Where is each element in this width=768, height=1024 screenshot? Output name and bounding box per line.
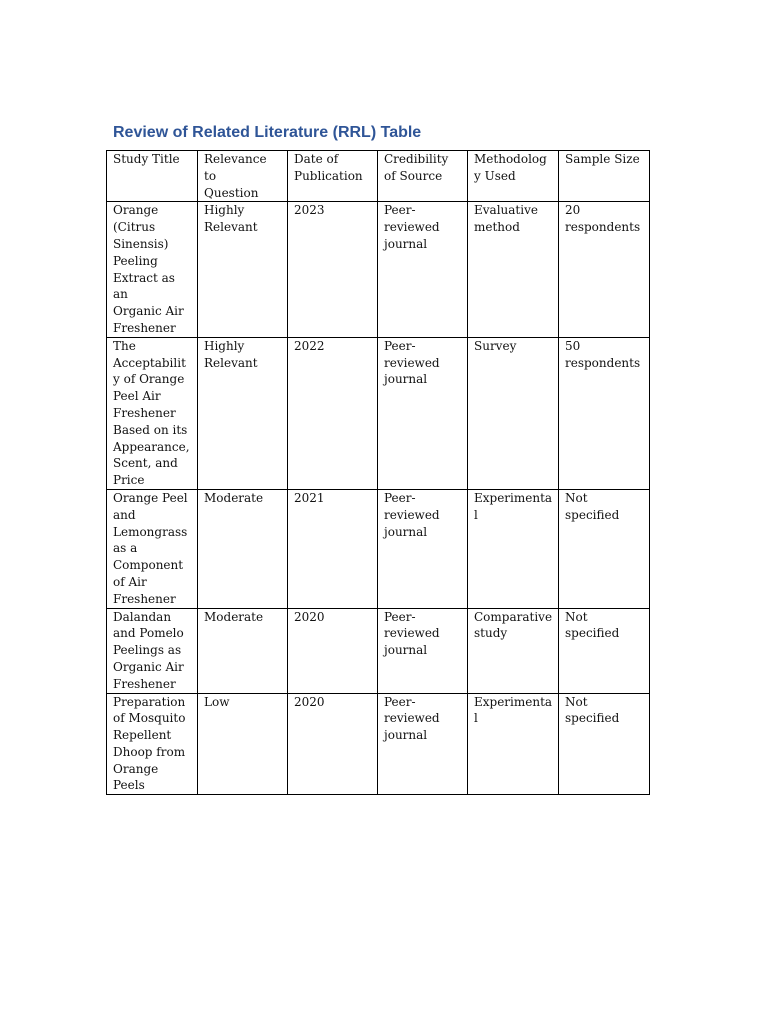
cell-sample-size: 50 respondents <box>559 337 650 489</box>
table-row <box>107 337 650 489</box>
table-header-row <box>107 151 650 202</box>
cell-date: 2020 <box>288 608 378 693</box>
cell-relevance: Highly Relevant <box>198 202 288 337</box>
cell-study-title: The Acceptabilit y of Orange Peel Air Freshener Based on its Appearance, Scent, and Price <box>107 337 198 489</box>
cell-credibility: Peer- reviewed journal <box>378 202 468 337</box>
cell-relevance: Moderate <box>198 608 288 693</box>
cell-credibility: Peer- reviewed journal <box>378 489 468 608</box>
column-header-credibility: Credibility of Source <box>378 151 468 202</box>
cell-relevance: Low <box>198 693 288 795</box>
cell-credibility: Peer- reviewed journal <box>378 608 468 693</box>
cell-study-title: Orange (Citrus Sinensis) Peeling Extract as an Organic Air Freshener <box>107 202 198 337</box>
cell-methodology: Evaluative method <box>468 202 559 337</box>
page-title: Review of Related Literature (RRL) Table <box>113 124 422 141</box>
column-header-methodology: Methodolog y Used <box>468 151 559 202</box>
cell-study-title: Preparation of Mosquito Repellent Dhoop from Orange Peels <box>107 693 198 795</box>
cell-sample-size: Not specified <box>559 608 650 693</box>
cell-date: 2021 <box>288 489 378 608</box>
cell-methodology: Comparative study <box>468 608 559 693</box>
column-header-date: Date of Publication <box>288 151 378 202</box>
cell-methodology: Experimenta l <box>468 693 559 795</box>
cell-credibility: Peer- reviewed journal <box>378 337 468 489</box>
cell-credibility: Peer- reviewed journal <box>378 693 468 795</box>
cell-relevance: Moderate <box>198 489 288 608</box>
cell-study-title: Dalandan and Pomelo Peelings as Organic Air Freshener <box>107 608 198 693</box>
cell-sample-size: Not specified <box>559 693 650 795</box>
column-header-relevance: Relevance to Question <box>198 151 288 202</box>
cell-date: 2020 <box>288 693 378 795</box>
cell-methodology: Survey <box>468 337 559 489</box>
cell-sample-size: Not specified <box>559 489 650 608</box>
table-row <box>107 489 650 608</box>
cell-methodology: Experimenta l <box>468 489 559 608</box>
table-row <box>107 202 650 337</box>
cell-sample-size: 20 respondents <box>559 202 650 337</box>
column-header-sample-size: Sample Size <box>559 151 650 202</box>
column-header-study-title: Study Title <box>107 151 198 202</box>
cell-date: 2023 <box>288 202 378 337</box>
table-row <box>107 608 650 693</box>
cell-relevance: Highly Relevant <box>198 337 288 489</box>
table-row <box>107 693 650 795</box>
cell-study-title: Orange Peel and Lemongrass as a Component of Air Freshener <box>107 489 198 608</box>
rrl-table <box>106 150 650 795</box>
cell-date: 2022 <box>288 337 378 489</box>
